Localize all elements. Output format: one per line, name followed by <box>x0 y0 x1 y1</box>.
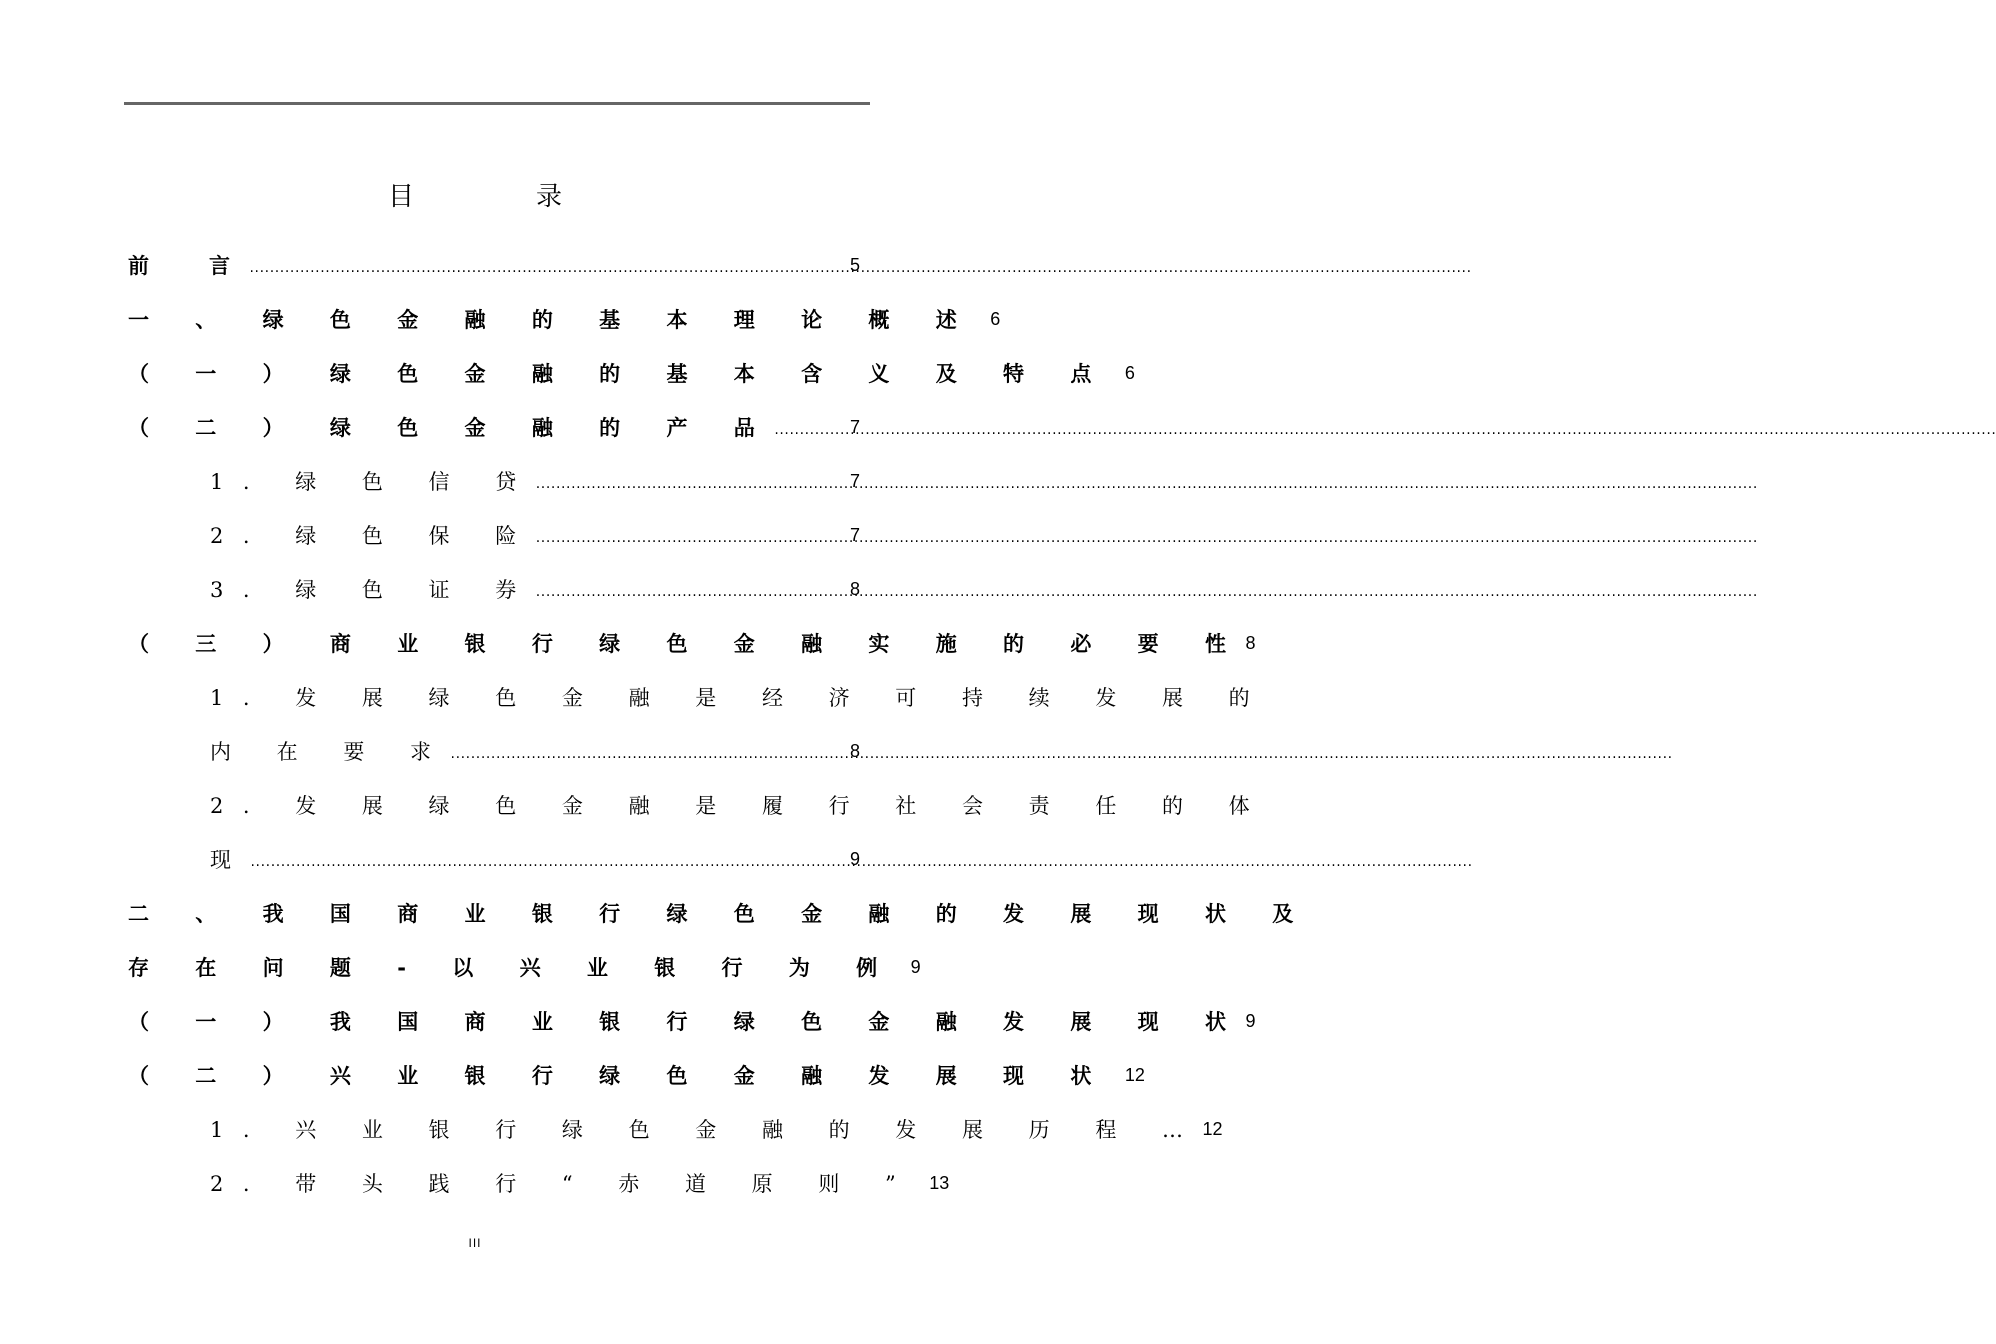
toc-leader <box>251 844 836 874</box>
toc-entry-line1[interactable] <box>210 682 1270 712</box>
toc-entry[interactable] <box>210 574 860 604</box>
toc-entry-label: 1. 兴 业 银 行 绿 色 金 融 的 发 展 历 程 … <box>210 1118 1203 1142</box>
toc-entry-page: 7 <box>849 524 860 545</box>
toc-entry[interactable] <box>128 412 860 442</box>
toc-entry-page: 9 <box>910 956 921 977</box>
toc-entry-page: 8 <box>849 578 860 599</box>
toc-entry-label: 一 、 绿 色 金 融 的 基 本 理 论 概 述 <box>128 308 977 332</box>
toc-entry-line2[interactable] <box>210 736 860 766</box>
toc-leader <box>774 412 836 442</box>
toc-entry-line1[interactable] <box>128 898 1313 928</box>
toc-entry-label: （ 一 ） 我 国 商 业 银 行 绿 色 金 融 发 展 现 状 <box>128 1010 1246 1034</box>
toc-entry-label: 2. 绿 色 保 险 <box>210 524 536 548</box>
toc-entry-label: 二 、 我 国 商 业 银 行 绿 色 金 融 的 发 展 现 状 及 <box>128 902 1313 926</box>
toc-entry-page: 8 <box>849 740 860 761</box>
toc-entry-page: 7 <box>849 470 860 491</box>
toc-entry[interactable] <box>128 250 860 280</box>
toc-entry-label: 内 在 要 求 <box>210 740 451 764</box>
page-number: III <box>468 1236 482 1250</box>
toc-entry-label: 前 言 <box>128 254 250 278</box>
toc-entry[interactable] <box>210 466 860 496</box>
toc-entry-label: 现 <box>210 848 251 872</box>
toc-entry[interactable] <box>128 1006 1256 1036</box>
toc-entry-label: （ 二 ） 绿 色 金 融 的 产 品 <box>128 416 775 440</box>
toc-entry-label: （ 一 ） 绿 色 金 融 的 基 本 含 义 及 特 点 <box>128 362 1111 386</box>
toc-leader <box>250 250 836 280</box>
toc-entry-page: 12 <box>1124 1064 1145 1085</box>
toc-entry-label: 1. 发 展 绿 色 金 融 是 经 济 可 持 续 发 展 的 <box>210 686 1270 710</box>
toc-entry-label: （ 二 ） 兴 业 银 行 绿 色 金 融 发 展 现 状 <box>128 1064 1111 1088</box>
toc-entry-label: 2. 发 展 绿 色 金 融 是 履 行 社 会 责 任 的 体 <box>210 794 1270 818</box>
toc-entry-page: 9 <box>1245 1010 1256 1031</box>
toc-entry-page: 12 <box>1202 1118 1223 1139</box>
toc-leader <box>536 520 836 550</box>
toc-entry-page: 9 <box>849 848 860 869</box>
toc-entry-label: 1. 绿 色 信 贷 <box>210 470 536 494</box>
toc-entry[interactable] <box>128 628 1256 658</box>
toc-entry[interactable] <box>128 358 1135 388</box>
toc-entry-label: （ 三 ） 商 业 银 行 绿 色 金 融 实 施 的 必 要 性 <box>128 632 1246 656</box>
toc-entry-label: 存 在 问 题 - 以 兴 业 银 行 为 例 <box>128 956 897 980</box>
toc-leader <box>451 736 836 766</box>
toc-leader <box>536 466 836 496</box>
toc-entry-line2[interactable] <box>210 844 860 874</box>
toc-entry-line2[interactable] <box>128 952 921 982</box>
toc-entry[interactable] <box>210 520 860 550</box>
toc-entry[interactable] <box>128 1060 1145 1090</box>
toc-entry-page: 6 <box>1124 362 1135 383</box>
toc-entry-label: 2. 带 头 践 行 “ 赤 道 原 则 ” <box>210 1172 916 1196</box>
toc-entry[interactable] <box>210 1114 1223 1144</box>
toc-entry[interactable] <box>128 304 1001 334</box>
toc-entry-line1[interactable] <box>210 790 1270 820</box>
toc-entry-page: 13 <box>929 1172 950 1193</box>
toc-leader <box>536 574 836 604</box>
toc-entry[interactable] <box>210 1168 950 1198</box>
toc-entry-page: 5 <box>849 254 860 275</box>
toc-entry-page: 7 <box>849 416 860 437</box>
page-title: 目 录 <box>387 182 610 212</box>
header-rule <box>124 102 870 105</box>
toc-entry-page: 6 <box>990 308 1001 329</box>
toc-entry-page: 8 <box>1245 632 1256 653</box>
toc-entry-label: 3. 绿 色 证 券 <box>210 578 536 602</box>
